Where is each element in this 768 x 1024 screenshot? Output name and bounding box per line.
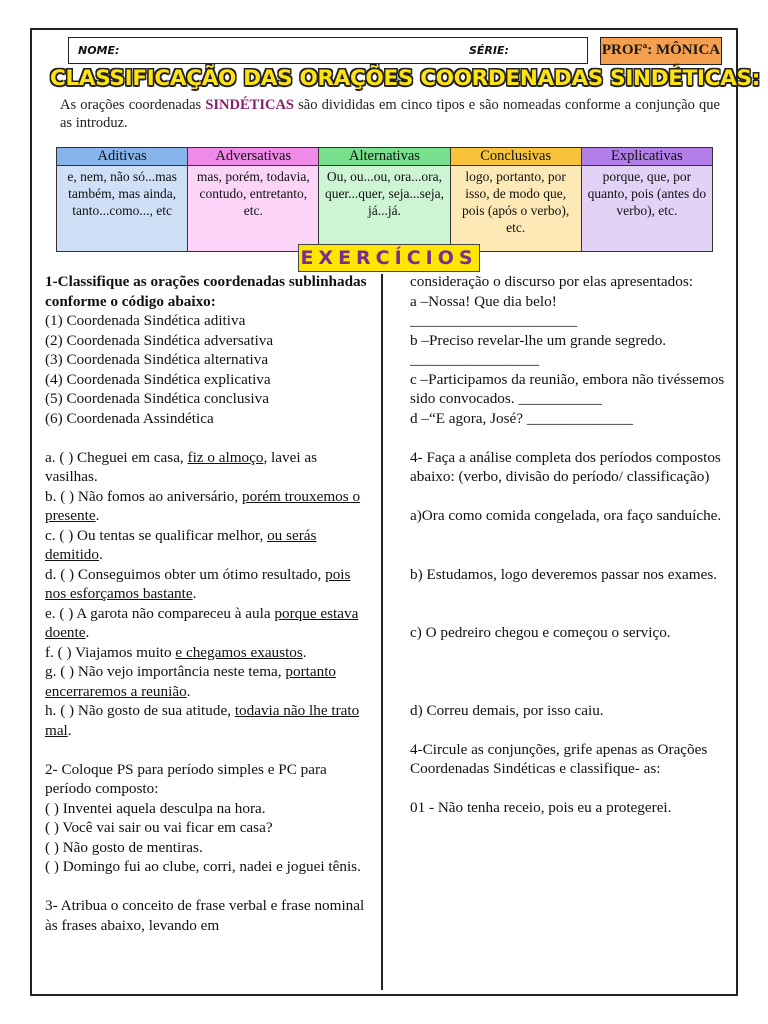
item-text: . — [186, 682, 191, 700]
left-column — [45, 272, 367, 935]
code-item: (2) Coordenada Sindética adversativa — [45, 331, 274, 349]
q4-item-c: c) O pedreiro chegou e começou o serviço. — [410, 624, 671, 641]
q1-item-e[interactable] — [45, 604, 367, 643]
intro-highlight: SINDÉTICAS — [205, 97, 294, 113]
header-adversativas: Adversativas — [188, 148, 319, 166]
table-header-row — [57, 148, 713, 166]
q2-item[interactable]: ( ) Você vai sair ou vai ficar em casa? — [45, 819, 273, 836]
item-text: e. ( ) A garota não compareceu à aula — [45, 604, 275, 622]
underlined-clause: e chegamos exaustos — [175, 643, 303, 661]
underlined-clause: todavia não lhe trato mal — [45, 702, 360, 739]
underlined-clause: ou serás demitido — [45, 526, 317, 563]
q4-item-a: a)Ora como comida congelada, ora faço sanduíche. — [410, 507, 722, 524]
code-item: (3) Coordenada Sindética alternativa — [45, 351, 269, 368]
item-text: . — [192, 585, 197, 602]
code-item: (5) Coordenada Sindética conclusiva — [45, 390, 269, 407]
table-row — [57, 166, 713, 252]
column-divider — [381, 274, 383, 990]
underlined-clause: porém trouxemos o presente — [45, 487, 361, 524]
item-text: . — [85, 624, 90, 641]
q5-title: 4-Circule as conjunções, grife apenas as Orações Coordenadas Sindéticas e classifique- as: — [410, 740, 708, 777]
item-text: a. ( ) Cheguei em casa, — [45, 448, 188, 466]
q3-continuation: consideração o discurso por elas apresentados: — [410, 273, 693, 290]
answer-blank[interactable]: ______________________ — [410, 312, 578, 329]
q3-item-b: b –Preciso revelar-lhe um grande segredo. — [410, 331, 667, 349]
q4-title: 4- Faça a análise completa dos períodos compostos abaixo: (verbo, divisão do período/ classificação) — [410, 448, 721, 485]
answer-blank[interactable]: _________________ — [410, 351, 540, 368]
q5-item: 01 - Não tenha receio, pois eu a protegerei. — [410, 799, 672, 816]
cell-explicativas: porque, que, por quanto, pois (antes do verbo), etc. — [581, 166, 712, 252]
q1-title: 1-Classifique as orações coordenadas sublinhadas conforme o código abaixo: — [45, 273, 367, 310]
q3-item-d[interactable]: d –“E agora, José? ______________ — [410, 409, 634, 427]
item-text: c. ( ) Ou tentas se qualificar melhor, — [45, 526, 268, 544]
header-aditivas: Aditivas — [57, 148, 188, 166]
q1-item-d[interactable] — [45, 565, 367, 604]
q1-item-c[interactable] — [45, 526, 367, 565]
q1-item-g[interactable] — [45, 662, 367, 701]
q3-item-a: a –Nossa! Que dia belo! — [410, 292, 557, 310]
q3-item-c[interactable]: c –Participamos da reunião, embora não tivéssemos sido convocados. ___________ — [410, 370, 725, 407]
serie-label: SÉRIE: — [469, 44, 509, 57]
q2-title: 2- Coloque PS para período simples e PC para período composto: — [45, 760, 327, 797]
page-title: CLASSIFICAÇÃO DAS ORAÇÕES COORDENADAS SINDÉTICAS: — [50, 66, 761, 91]
header-conclusivas: Conclusivas — [450, 148, 581, 166]
intro-text-after: são divididas em cinco tipos e são nomeadas conforme a conjunção que as introduz. — [60, 97, 720, 131]
cell-alternativas: Ou, ou...ou, ora...ora, quer...quer, seja...seja, já...já. — [319, 166, 450, 252]
item-text: . — [95, 507, 100, 524]
intro-paragraph — [60, 96, 720, 132]
item-text: d. ( ) Conseguimos obter um ótimo resultado, — [45, 565, 326, 583]
item-text: . — [67, 721, 72, 739]
teacher-badge: PROFª: MÔNICA — [600, 37, 722, 65]
exercicios-heading: EXERCÍCIOS — [298, 244, 480, 272]
name-label: NOME: — [78, 44, 120, 57]
name-serie-box[interactable] — [68, 37, 588, 64]
underlined-clause: pois nos esforçamos bastante — [45, 565, 351, 602]
q2-item[interactable]: ( ) Domingo fui ao clube, corri, nadei e joguei tênis. — [45, 858, 361, 875]
underlined-clause: porque estava doente — [45, 604, 359, 641]
code-item: (4) Coordenada Sindética explicativa — [45, 370, 271, 388]
cell-aditivas: e, nem, não só...mas também, mas ainda, tanto...como..., etc — [57, 166, 188, 252]
conjunction-table — [56, 147, 713, 252]
header-alternativas: Alternativas — [319, 148, 450, 166]
code-item: (6) Coordenada Assindética — [45, 409, 214, 427]
q2-item[interactable]: ( ) Inventei aquela desculpa na hora. — [45, 799, 266, 817]
item-text: f. ( ) Viajamos muito — [45, 643, 176, 661]
item-text: , lavei as vasilhas. — [45, 448, 318, 485]
intro-text-before: As orações coordenadas — [60, 97, 206, 113]
code-item: (1) Coordenada Sindética aditiva — [45, 312, 246, 329]
item-text: b. ( ) Não fomos ao aniversário, — [45, 487, 242, 505]
underlined-clause: fiz o almoço — [187, 448, 264, 466]
q2-item[interactable]: ( ) Não gosto de mentiras. — [45, 838, 203, 856]
underlined-clause: portanto encerraremos a reunião — [45, 663, 337, 700]
q4-item-b: b) Estudamos, logo deveremos passar nos exames. — [410, 565, 718, 583]
item-text: . — [99, 546, 103, 563]
item-text: g. ( ) Não vejo importância neste tema, — [45, 663, 286, 680]
cell-adversativas: mas, porém, todavia, contudo, entretanto, etc. — [188, 166, 319, 252]
cell-conclusivas: logo, portanto, por isso, de modo que, pois (após o verbo), etc. — [450, 166, 581, 252]
q4-item-d: d) Correu demais, por isso caiu. — [410, 701, 604, 719]
item-text: . — [302, 643, 307, 661]
item-text: h. ( ) Não gosto de sua atitude, — [45, 702, 235, 719]
q1-item-f[interactable] — [45, 643, 367, 663]
q1-item-h[interactable] — [45, 701, 367, 740]
q1-item-b[interactable] — [45, 487, 367, 526]
q1-item-a[interactable] — [45, 448, 367, 487]
header-explicativas: Explicativas — [581, 148, 712, 166]
right-column — [410, 272, 728, 818]
q3-title: 3- Atribua o conceito de frase verbal e frase nominal às frases abaixo, levando em — [45, 897, 365, 934]
